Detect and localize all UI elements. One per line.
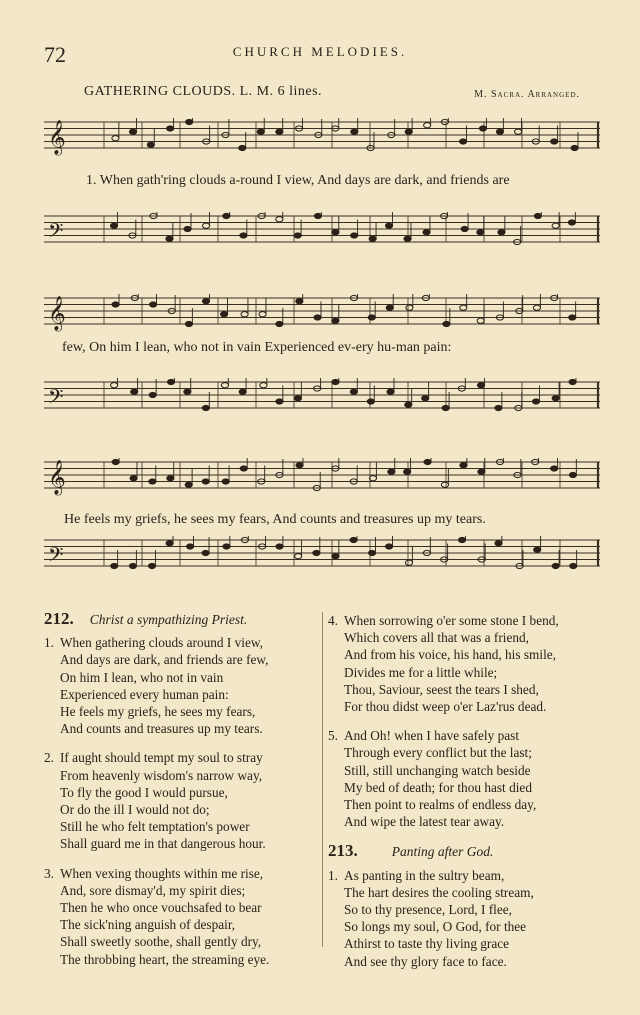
- verse-line: If aught should tempt my soul to stray: [60, 750, 263, 766]
- note-head: [569, 472, 576, 477]
- note-head: [129, 563, 136, 568]
- note-head: [534, 547, 541, 552]
- verse-line: Still, still unchanging watch beside: [344, 762, 531, 778]
- note-head: [223, 213, 230, 218]
- stanza-2: [44, 749, 320, 852]
- note-head: [332, 318, 339, 323]
- note-head: [296, 463, 303, 468]
- note-head: [388, 469, 395, 474]
- note-head: [239, 145, 246, 150]
- note-head: [332, 230, 339, 235]
- verse-line: And Oh! when I have safely past: [344, 728, 520, 744]
- verse-line: The hart desires the cooling stream,: [344, 884, 534, 900]
- note-head: [202, 405, 209, 410]
- note-head: [203, 223, 210, 228]
- note-head: [387, 389, 394, 394]
- note-head: [223, 544, 230, 549]
- note-head: [294, 396, 301, 401]
- note-head: [240, 233, 247, 238]
- note-head: [369, 476, 376, 481]
- note-head: [406, 305, 413, 310]
- staff-lines: [44, 378, 600, 418]
- note-head: [110, 223, 117, 228]
- verse-line: When sorrowing o'er some stone I bend,: [344, 613, 559, 628]
- bass-clef-icon: 𝄢: [48, 543, 64, 571]
- note-head: [568, 220, 575, 225]
- left-column: [44, 610, 320, 980]
- note-head: [496, 129, 503, 134]
- note-head: [166, 236, 173, 241]
- verse-line: And see thy glory face to face.: [344, 953, 507, 969]
- verse-line: My bed of death; for thou hast died: [344, 779, 532, 795]
- verse-line: When gathering clouds around I view,: [60, 635, 263, 651]
- note-head: [515, 129, 522, 134]
- note-head: [551, 466, 558, 471]
- note-head: [257, 129, 264, 134]
- note-head: [111, 563, 118, 568]
- treble-clef-icon: 𝄞: [48, 120, 66, 155]
- bass-clef-icon: 𝄢: [48, 385, 64, 413]
- verse-line: And wipe the latest tear away.: [344, 814, 505, 830]
- hymn-number: 212.: [44, 609, 74, 628]
- note-head: [202, 550, 209, 555]
- note-head: [498, 230, 505, 235]
- note-head: [260, 383, 267, 388]
- stanza-number: 5.: [328, 728, 338, 744]
- note-head: [443, 321, 450, 326]
- note-head: [167, 126, 174, 131]
- note-head: [185, 321, 192, 326]
- note-head: [350, 389, 357, 394]
- verse-line: On him I lean, who not in vain: [60, 669, 224, 685]
- verse-line: Shall sweetly soothe, shall gently dry,: [60, 934, 262, 950]
- tune-title: GATHERING CLOUDS. L. M. 6 lines.: [84, 84, 323, 99]
- note-head: [332, 554, 339, 559]
- note-head: [221, 383, 228, 388]
- bass-staff-1: [44, 212, 600, 247]
- note-head: [129, 129, 136, 134]
- verse-line: The sick'ning anguish of despair,: [60, 917, 236, 933]
- note-head: [166, 541, 173, 546]
- note-head: [186, 119, 193, 124]
- note-head: [240, 466, 247, 471]
- note-head: [386, 305, 393, 310]
- note-head: [405, 560, 412, 565]
- note-head: [350, 537, 357, 542]
- note-head: [441, 482, 448, 487]
- note-head: [112, 302, 119, 307]
- note-head: [369, 236, 376, 241]
- note-head: [111, 383, 118, 388]
- running-head: CHURCH MELODIES.: [232, 44, 408, 59]
- note-head: [477, 230, 484, 235]
- verse-line: Which covers all that was a friend,: [344, 630, 529, 646]
- stanza-1: [44, 634, 320, 737]
- stanza-4: [328, 612, 604, 715]
- note-head: [477, 318, 484, 323]
- note-head: [495, 541, 502, 546]
- note-head: [368, 550, 375, 555]
- note-head: [367, 399, 374, 404]
- note-head: [460, 305, 467, 310]
- note-head: [202, 299, 209, 304]
- note-head: [405, 129, 412, 134]
- stanza-5: [328, 727, 604, 830]
- note-head: [130, 476, 137, 481]
- verse-line: Shall guard me in that dangerous hour.: [60, 836, 266, 852]
- note-head: [314, 213, 321, 218]
- note-head: [276, 217, 283, 222]
- note-head: [551, 139, 558, 144]
- note-head: [313, 550, 320, 555]
- verse-line: When vexing thoughts within me rise,: [60, 865, 264, 881]
- note-head: [552, 223, 559, 228]
- verse-line: To fly the good I would pursue,: [60, 784, 228, 800]
- lyric-line-3: He feels my griefs, he sees my fears, And counts and treasures up my tears.: [64, 512, 486, 527]
- note-head: [404, 469, 411, 474]
- note-head: [385, 223, 392, 228]
- verse-line: Or do the ill I would not do;: [60, 802, 210, 818]
- note-head: [184, 389, 191, 394]
- verse-line: Experienced every human pain:: [60, 686, 229, 702]
- stanza-number: 3.: [44, 865, 54, 881]
- note-head: [149, 479, 156, 484]
- stanza-3: [44, 865, 320, 968]
- note-head: [295, 554, 302, 559]
- verse-line: And counts and treasures up my tears.: [60, 721, 263, 737]
- note-head: [131, 389, 138, 394]
- note-head: [442, 405, 449, 410]
- note-head: [424, 123, 431, 128]
- note-head: [148, 563, 155, 568]
- tune-credit: M. Sacra. Arranged.: [474, 89, 580, 100]
- verse-line: From heavenly wisdom's narrow way,: [60, 767, 263, 783]
- verse-line: Divides me for a little while;: [344, 664, 498, 680]
- note-head: [477, 383, 484, 388]
- verse-line: The throbbing heart, the streaming eye.: [60, 951, 270, 967]
- note-head: [314, 315, 321, 320]
- note-head: [422, 396, 429, 401]
- note-head: [552, 563, 559, 568]
- verse-line: For thou didst weep o'er Laz'rus dead.: [344, 699, 547, 715]
- note-head: [167, 476, 174, 481]
- note-head: [294, 233, 301, 238]
- verse-line: Athirst to taste thy living grace: [344, 936, 510, 952]
- note-head: [186, 544, 193, 549]
- note-head: [405, 402, 412, 407]
- note-head: [167, 379, 174, 384]
- stanza-1: [328, 867, 604, 970]
- note-head: [239, 389, 246, 394]
- note-head: [202, 479, 209, 484]
- treble-staff-2: [44, 294, 600, 331]
- staff-lines: [44, 458, 600, 498]
- note-head: [424, 459, 431, 464]
- note-head: [569, 315, 576, 320]
- staff-lines: [44, 294, 600, 334]
- note-head: [461, 226, 468, 231]
- note-head: [368, 315, 375, 320]
- bass-staff-3: [44, 536, 600, 571]
- treble-clef-icon: 𝄞: [48, 296, 66, 331]
- note-head: [149, 392, 156, 397]
- verse-line: Still he who felt temptation's power: [60, 819, 250, 835]
- note-head: [458, 537, 465, 542]
- column-divider: [322, 612, 323, 947]
- staff-lines: [44, 536, 600, 576]
- note-head: [185, 482, 192, 487]
- treble-staff-3: [44, 458, 600, 495]
- note-head: [479, 126, 486, 131]
- note-head: [112, 136, 119, 141]
- note-head: [532, 399, 539, 404]
- hymn-212-heading: [44, 610, 320, 628]
- verse-line: So to thy presence, Lord, I flee,: [344, 902, 513, 918]
- note-head: [259, 312, 266, 317]
- note-head: [404, 236, 411, 241]
- verse-line: Then he who once vouchsafed to bear: [60, 900, 262, 916]
- note-head: [276, 129, 283, 134]
- note-head: [423, 230, 430, 235]
- note-head: [386, 544, 393, 549]
- verse-line: He feels my griefs, he sees my fears,: [60, 704, 256, 720]
- note-head: [478, 469, 485, 474]
- verse-line: And days are dark, and friends are few,: [60, 652, 269, 668]
- note-head: [296, 299, 303, 304]
- note-head: [570, 563, 577, 568]
- note-head: [460, 463, 467, 468]
- note-head: [221, 312, 228, 317]
- verse-line: And, sore dismay'd, my spirit dies;: [60, 882, 246, 898]
- note-head: [241, 312, 248, 317]
- note-head: [112, 459, 119, 464]
- hymn-213-heading: [328, 842, 604, 860]
- note-head: [184, 226, 191, 231]
- verse-line: So longs my soul, O God, for thee: [344, 919, 527, 935]
- verse-line: As panting in the sultry beam,: [344, 867, 505, 883]
- stanza-number: 1.: [328, 867, 338, 883]
- treble-staff-1: [44, 118, 600, 155]
- note-head: [495, 405, 502, 410]
- note-head: [276, 321, 283, 326]
- stanza-number: 1.: [44, 635, 54, 651]
- bass-staff-2: [44, 378, 600, 413]
- note-head: [571, 145, 578, 150]
- stanza-number: 4.: [328, 613, 338, 628]
- note-head: [351, 233, 358, 238]
- note-head: [459, 139, 466, 144]
- bass-clef-icon: 𝄢: [48, 219, 64, 247]
- treble-clef-icon: 𝄞: [48, 460, 66, 495]
- note-head: [222, 479, 229, 484]
- lyric-line-2: few, On him I lean, who not in vain Experienced ev-ery hu-man pain:: [62, 340, 452, 355]
- note-head: [276, 544, 283, 549]
- verse-line: And from his voice, his hand, his smile,: [344, 647, 556, 663]
- note-head: [534, 213, 541, 218]
- lyric-line-1: 1. When gath'ring clouds a-round I view, And days are dark, and friends are: [86, 173, 510, 188]
- note-head: [533, 305, 540, 310]
- verse-line: Thou, Saviour, seest the tears I shed,: [344, 681, 539, 697]
- note-head: [147, 142, 154, 147]
- note-head: [276, 399, 283, 404]
- note-head: [332, 379, 339, 384]
- verse-line: Through every conflict but the last;: [344, 745, 532, 761]
- hymn-title: Christ a sympathizing Priest.: [89, 612, 248, 627]
- page-number: 72: [44, 42, 66, 67]
- staff-lines: [44, 118, 600, 158]
- verse-line: Then point to realms of endless day,: [344, 797, 537, 813]
- hymn-number: 213.: [328, 841, 358, 861]
- stanza-number: 2.: [44, 750, 54, 766]
- hymn-title: Panting after God.: [391, 844, 494, 860]
- note-head: [150, 302, 157, 307]
- note-head: [351, 129, 358, 134]
- note-head: [569, 379, 576, 384]
- right-column: [328, 612, 604, 982]
- staff-lines: [44, 212, 600, 252]
- note-head: [552, 396, 559, 401]
